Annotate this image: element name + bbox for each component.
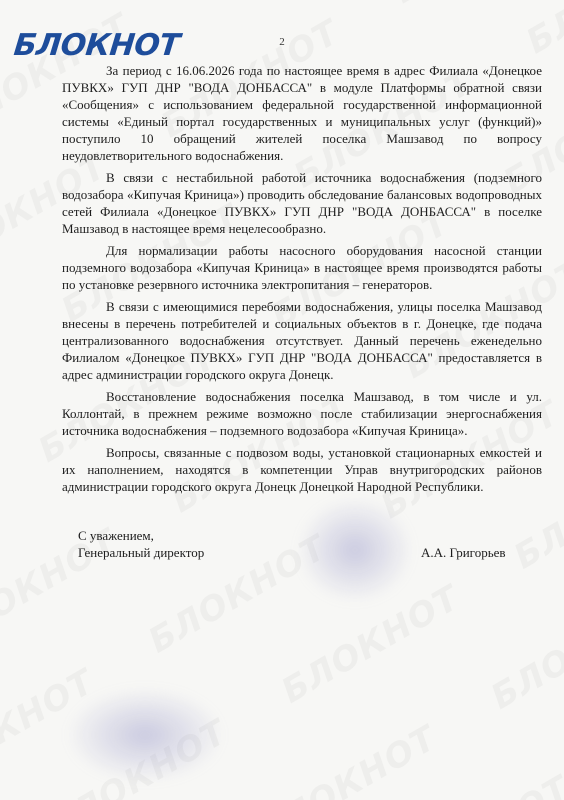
- paragraph-2: В связи с нестабильной работой источника водоснабжения (подземного водозабора «Кипучая Криница») проводить обследование балансовых водопроводных сетей Филиала «Донецкое ПУВКХ» ГУП ДНР "ВОДА ДОНБАССА" в поселке Машзавод в настоящее время нецелесообразно.: [62, 170, 542, 236]
- watermark-text: [385, 768, 564, 800]
- closing-block: [78, 527, 204, 561]
- redaction-blur-signature: [300, 500, 410, 600]
- watermark-text: [177, 0, 369, 6]
- paragraph-5: Восстановление водоснабжения поселка Машзавод, в том числе и ул. Коллонтай, в прежнем режиме возможно после стабилизации энергоснабжения источника водоснабжения – подземного водозабора «Кипучая Криница».: [62, 389, 542, 438]
- redaction-blur-footer: [70, 690, 220, 780]
- signer-name: А.А. Григорьев: [421, 545, 506, 560]
- watermark-text: [387, 0, 564, 12]
- paragraph-1: За период с 16.06.2026 года по настоящее время в адрес Филиала «Донецкое ПУВКХ» ГУП ДНР "ВОДА ДОНБАССА" в модуле Платформы обратной связи «Сообщения» с использованием федеральной государственной информационной системы «Единый портал государственных и муниципальных услуг (функций)» поступило 10 обращений жителей поселка Машзавод по вопросу неудовлетворительного водоснабжения.: [62, 63, 542, 163]
- paragraph-3: Для нормализации работы насосного оборудования насосной станции подземного водозабора «Кипучая Криница» в настоящее время производятся работы по установке резервного источника электропитания – генераторов.: [62, 243, 542, 292]
- paragraph-4: В связи с имеющимися перебоями водоснабжения, улицы поселка Машзавод внесены в перечень потребителей и социальных объектов в г. Донецке, где подача централизованного водоснабжения отсутствует. Данный перечень еженедельно Филиалом «Донецкое ПУВКХ» ГУП ДНР "ВОДА ДОНБАССА" предоставляется в адрес администрации городского округа Донецк.: [62, 299, 542, 382]
- watermark-text: [520, 0, 564, 62]
- watermark-text: [252, 718, 444, 800]
- bloknot-logo: БЛОКНОТ: [12, 28, 182, 63]
- paragraph-6: Вопросы, связанные с подвозом воды, установкой стационарных емкостей и их наполнением, находятся в компетенции Управ внутригородских районов администрации городского округа Донецк Донецкой Народной Республики.: [62, 445, 542, 494]
- closing-greeting: С уважением,: [78, 528, 154, 543]
- letter-body: [62, 62, 542, 500]
- watermark-text: [484, 584, 564, 718]
- page-number: 2: [279, 36, 285, 48]
- signer-position: Генеральный директор: [78, 545, 205, 560]
- watermark-text: [0, 331, 14, 465]
